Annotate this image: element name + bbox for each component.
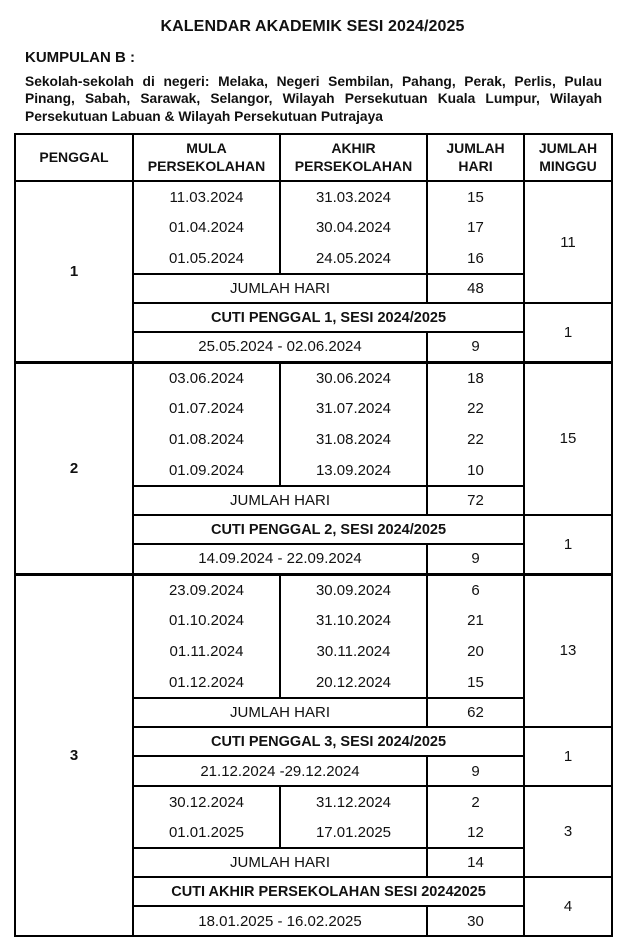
mula-date-cell: 23.09.2024 — [133, 574, 280, 605]
mula-date-cell: 01.07.2024 — [133, 393, 280, 424]
jumlah-hari-total-cell: 14 — [427, 848, 524, 877]
cuti-akhir-hari-cell: 30 — [427, 906, 524, 936]
hari-count-cell: 6 — [427, 574, 524, 605]
hari-count-cell: 17 — [427, 212, 524, 243]
akhir-date-cell: 30.04.2024 — [280, 212, 427, 243]
akhir-date-cell: 30.06.2024 — [280, 362, 427, 393]
cuti-hari-cell: 9 — [427, 544, 524, 574]
akhir-date-cell: 31.03.2024 — [280, 181, 427, 212]
academic-calendar-table — [14, 133, 613, 937]
akhir-date-cell: 30.11.2024 — [280, 636, 427, 667]
minggu-count-cell: 13 — [524, 574, 612, 727]
mula-date-cell: 03.06.2024 — [133, 362, 280, 393]
mula-date-cell: 01.04.2024 — [133, 212, 280, 243]
hari-count-cell: 21 — [427, 605, 524, 636]
hari-count-cell: 16 — [427, 243, 524, 274]
hari-count-cell: 20 — [427, 636, 524, 667]
group-label: KUMPULAN B : — [25, 49, 135, 66]
cuti-date-range-cell: 14.09.2024 - 22.09.2024 — [133, 544, 427, 574]
jumlah-hari-total-cell: 62 — [427, 698, 524, 727]
mula-date-cell: 01.09.2024 — [133, 455, 280, 486]
cuti-title-cell: CUTI PENGGAL 3, SESI 2024/2025 — [133, 727, 524, 756]
mula-date-cell: 01.12.2024 — [133, 667, 280, 698]
minggu-count-cell: 1 — [524, 727, 612, 786]
hari-count-cell: 15 — [427, 181, 524, 212]
mula-date-cell: 01.05.2024 — [133, 243, 280, 274]
akhir-date-cell: 31.08.2024 — [280, 424, 427, 455]
hari-count-cell: 10 — [427, 455, 524, 486]
akhir-date-cell: 31.12.2024 — [280, 786, 427, 817]
minggu-count-cell: 4 — [524, 877, 612, 936]
jumlah-hari-label-cell: JUMLAH HARI — [133, 274, 427, 303]
penggal-number-cell: 1 — [15, 181, 133, 362]
hari-count-cell: 2 — [427, 786, 524, 817]
minggu-count-cell: 1 — [524, 515, 612, 574]
akhir-date-cell: 20.12.2024 — [280, 667, 427, 698]
mula-date-cell: 30.12.2024 — [133, 786, 280, 817]
mula-date-cell: 01.10.2024 — [133, 605, 280, 636]
mula-date-cell: 01.01.2025 — [133, 817, 280, 848]
hari-count-cell: 12 — [427, 817, 524, 848]
group-description — [25, 73, 602, 125]
cuti-date-range-cell: 21.12.2024 -29.12.2024 — [133, 756, 427, 786]
minggu-count-cell: 11 — [524, 181, 612, 303]
column-header-penggal: PENGGAL — [15, 134, 133, 181]
penggal-number-cell: 3 — [15, 574, 133, 936]
cuti-akhir-date-range-cell: 18.01.2025 - 16.02.2025 — [133, 906, 427, 936]
minggu-count-cell: 3 — [524, 786, 612, 877]
akhir-date-cell: 31.07.2024 — [280, 393, 427, 424]
cuti-date-range-cell: 25.05.2024 - 02.06.2024 — [133, 332, 427, 362]
table-row — [15, 181, 612, 212]
mula-date-cell: 01.08.2024 — [133, 424, 280, 455]
hari-count-cell: 18 — [427, 362, 524, 393]
table-row — [15, 362, 612, 393]
column-header-akhir-persekolahan: AKHIR PERSEKOLAHAN — [280, 134, 427, 181]
hari-count-cell: 22 — [427, 424, 524, 455]
cuti-title-cell: CUTI PENGGAL 1, SESI 2024/2025 — [133, 303, 524, 332]
penggal-number-cell: 2 — [15, 362, 133, 574]
jumlah-hari-label-cell: JUMLAH HARI — [133, 698, 427, 727]
akhir-date-cell: 24.05.2024 — [280, 243, 427, 274]
column-header-jumlah-hari: JUMLAH HARI — [427, 134, 524, 181]
jumlah-hari-total-cell: 72 — [427, 486, 524, 515]
jumlah-hari-label-cell: JUMLAH HARI — [133, 848, 427, 877]
jumlah-hari-label-cell: JUMLAH HARI — [133, 486, 427, 515]
cuti-title-cell: CUTI PENGGAL 2, SESI 2024/2025 — [133, 515, 524, 544]
group-description-line-3: Persekutuan Labuan & Wilayah Persekutuan Putrajaya — [25, 108, 383, 124]
group-description-line-1: Sekolah-sekolah di negeri: Melaka, Negeri Sembilan, Pahang, Perak, Perlis, Pulau — [25, 74, 602, 89]
cuti-hari-cell: 9 — [427, 756, 524, 786]
page-title: KALENDAR AKADEMIK SESI 2024/2025 — [160, 18, 465, 35]
mula-date-cell: 01.11.2024 — [133, 636, 280, 667]
table-row — [15, 574, 612, 605]
minggu-count-cell: 15 — [524, 362, 612, 515]
jumlah-hari-total-cell: 48 — [427, 274, 524, 303]
hari-count-cell: 22 — [427, 393, 524, 424]
mula-date-cell: 11.03.2024 — [133, 181, 280, 212]
column-header-mula-persekolahan: MULA PERSEKOLAHAN — [133, 134, 280, 181]
table-header-row — [15, 134, 612, 181]
akhir-date-cell: 31.10.2024 — [280, 605, 427, 636]
hari-count-cell: 15 — [427, 667, 524, 698]
column-header-jumlah-minggu: JUMLAH MINGGU — [524, 134, 612, 181]
akhir-date-cell: 13.09.2024 — [280, 455, 427, 486]
cuti-hari-cell: 9 — [427, 332, 524, 362]
minggu-count-cell: 1 — [524, 303, 612, 362]
akhir-date-cell: 30.09.2024 — [280, 574, 427, 605]
group-description-line-2: Pinang, Sabah, Sarawak, Selangor, Wilayah Persekutuan Kuala Lumpur, Wilayah — [25, 91, 602, 107]
cuti-akhir-title-cell: CUTI AKHIR PERSEKOLAHAN SESI 20242025 — [133, 877, 524, 906]
akhir-date-cell: 17.01.2025 — [280, 817, 427, 848]
